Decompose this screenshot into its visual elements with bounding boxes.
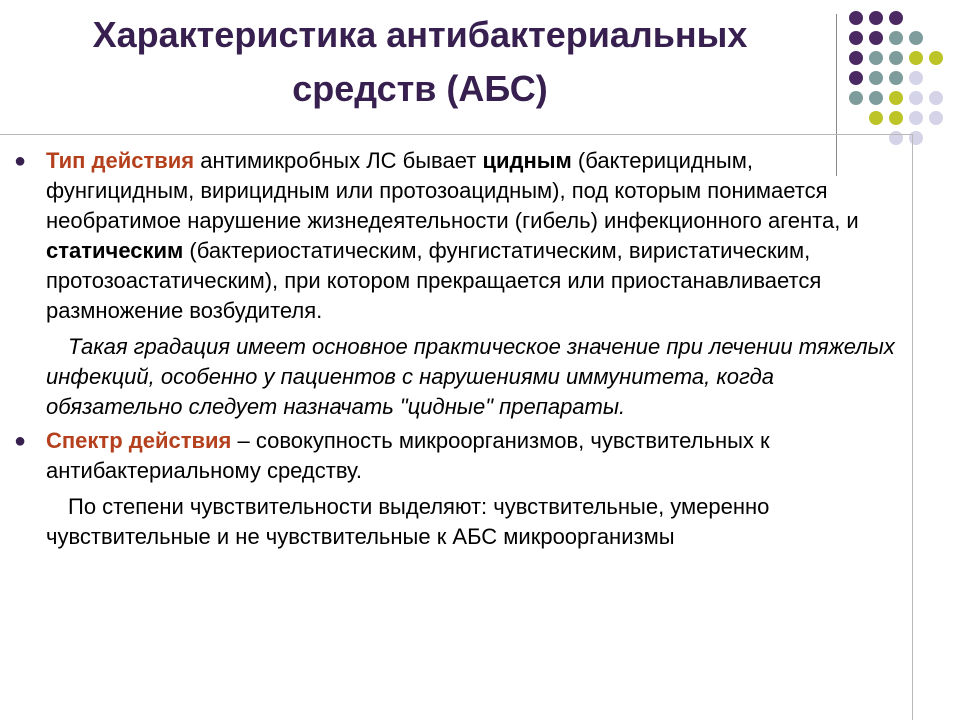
bullet-text: (бактериостатическим, фунгистатическим, виристатическим, протозоастатическим), при котором прекращается или приостанавливается размножение возбудителя. bbox=[46, 238, 822, 323]
bullet-term: Тип действия bbox=[46, 148, 195, 173]
decorative-dot bbox=[929, 111, 943, 125]
bullet-text: – совокупность микроорганизмов, чувствительных к антибактериальному средству. bbox=[46, 428, 770, 483]
decorative-dot bbox=[909, 71, 923, 85]
slide-title bbox=[20, 8, 820, 116]
bullet-item-action-type bbox=[14, 146, 906, 326]
decorative-dot bbox=[849, 11, 863, 25]
slide-title-line-2: средств (АБС) bbox=[292, 68, 548, 109]
bullet-text: (бактерицидным, фунгицидным, вирицидным или протозоацидным), под которым понимается необратимое нарушение жизнедеятельности (гибель) инфекционного агента, и bbox=[46, 148, 859, 233]
decorative-dot bbox=[889, 111, 903, 125]
bullet-note-italic: Такая градация имеет основное практическое значение при лечении тяжелых инфекций, особенно у пациентов с нарушениями иммунитета, когда обязательно следует назначать "цидные" препараты. bbox=[46, 334, 895, 419]
decorative-dot bbox=[929, 51, 943, 65]
decorative-dot bbox=[869, 111, 883, 125]
bullet-term: Спектр действия bbox=[46, 428, 232, 453]
bullet-text: антимикробных ЛС бывает bbox=[194, 148, 483, 173]
bold-term-cidal: цидным bbox=[482, 148, 572, 173]
decorative-dot bbox=[869, 71, 883, 85]
decorative-dot bbox=[889, 51, 903, 65]
decorative-dot bbox=[869, 91, 883, 105]
decorative-dot bbox=[929, 91, 943, 105]
decorative-dot bbox=[889, 91, 903, 105]
bullet-dot-icon: ● bbox=[14, 430, 27, 452]
slide-title-line-1: Характеристика антибактериальных bbox=[92, 14, 748, 55]
decorative-dot bbox=[909, 51, 923, 65]
decorative-dot bbox=[849, 51, 863, 65]
decorative-dot bbox=[869, 31, 883, 45]
decorative-dot bbox=[909, 31, 923, 45]
horizontal-divider bbox=[0, 134, 912, 135]
decorative-dot bbox=[909, 91, 923, 105]
decorative-dot bbox=[849, 71, 863, 85]
decorative-dot bbox=[889, 11, 903, 25]
bullet-item-spectrum bbox=[14, 426, 906, 486]
bullet-note: По степени чувствительности выделяют: чувствительные, умеренно чувствительные и не чувствительные к АБС микроорганизмы bbox=[46, 494, 770, 549]
decorative-dot bbox=[889, 31, 903, 45]
slide-body bbox=[14, 146, 906, 552]
content-right-border bbox=[912, 134, 913, 720]
decorative-dot bbox=[869, 51, 883, 65]
decorative-dot bbox=[849, 31, 863, 45]
decorative-dot bbox=[889, 71, 903, 85]
decorative-dot bbox=[909, 111, 923, 125]
bullet-dot-icon: ● bbox=[14, 150, 27, 172]
bold-term-static: статическим bbox=[46, 238, 184, 263]
decorative-dot bbox=[869, 11, 883, 25]
decorative-dot bbox=[849, 91, 863, 105]
